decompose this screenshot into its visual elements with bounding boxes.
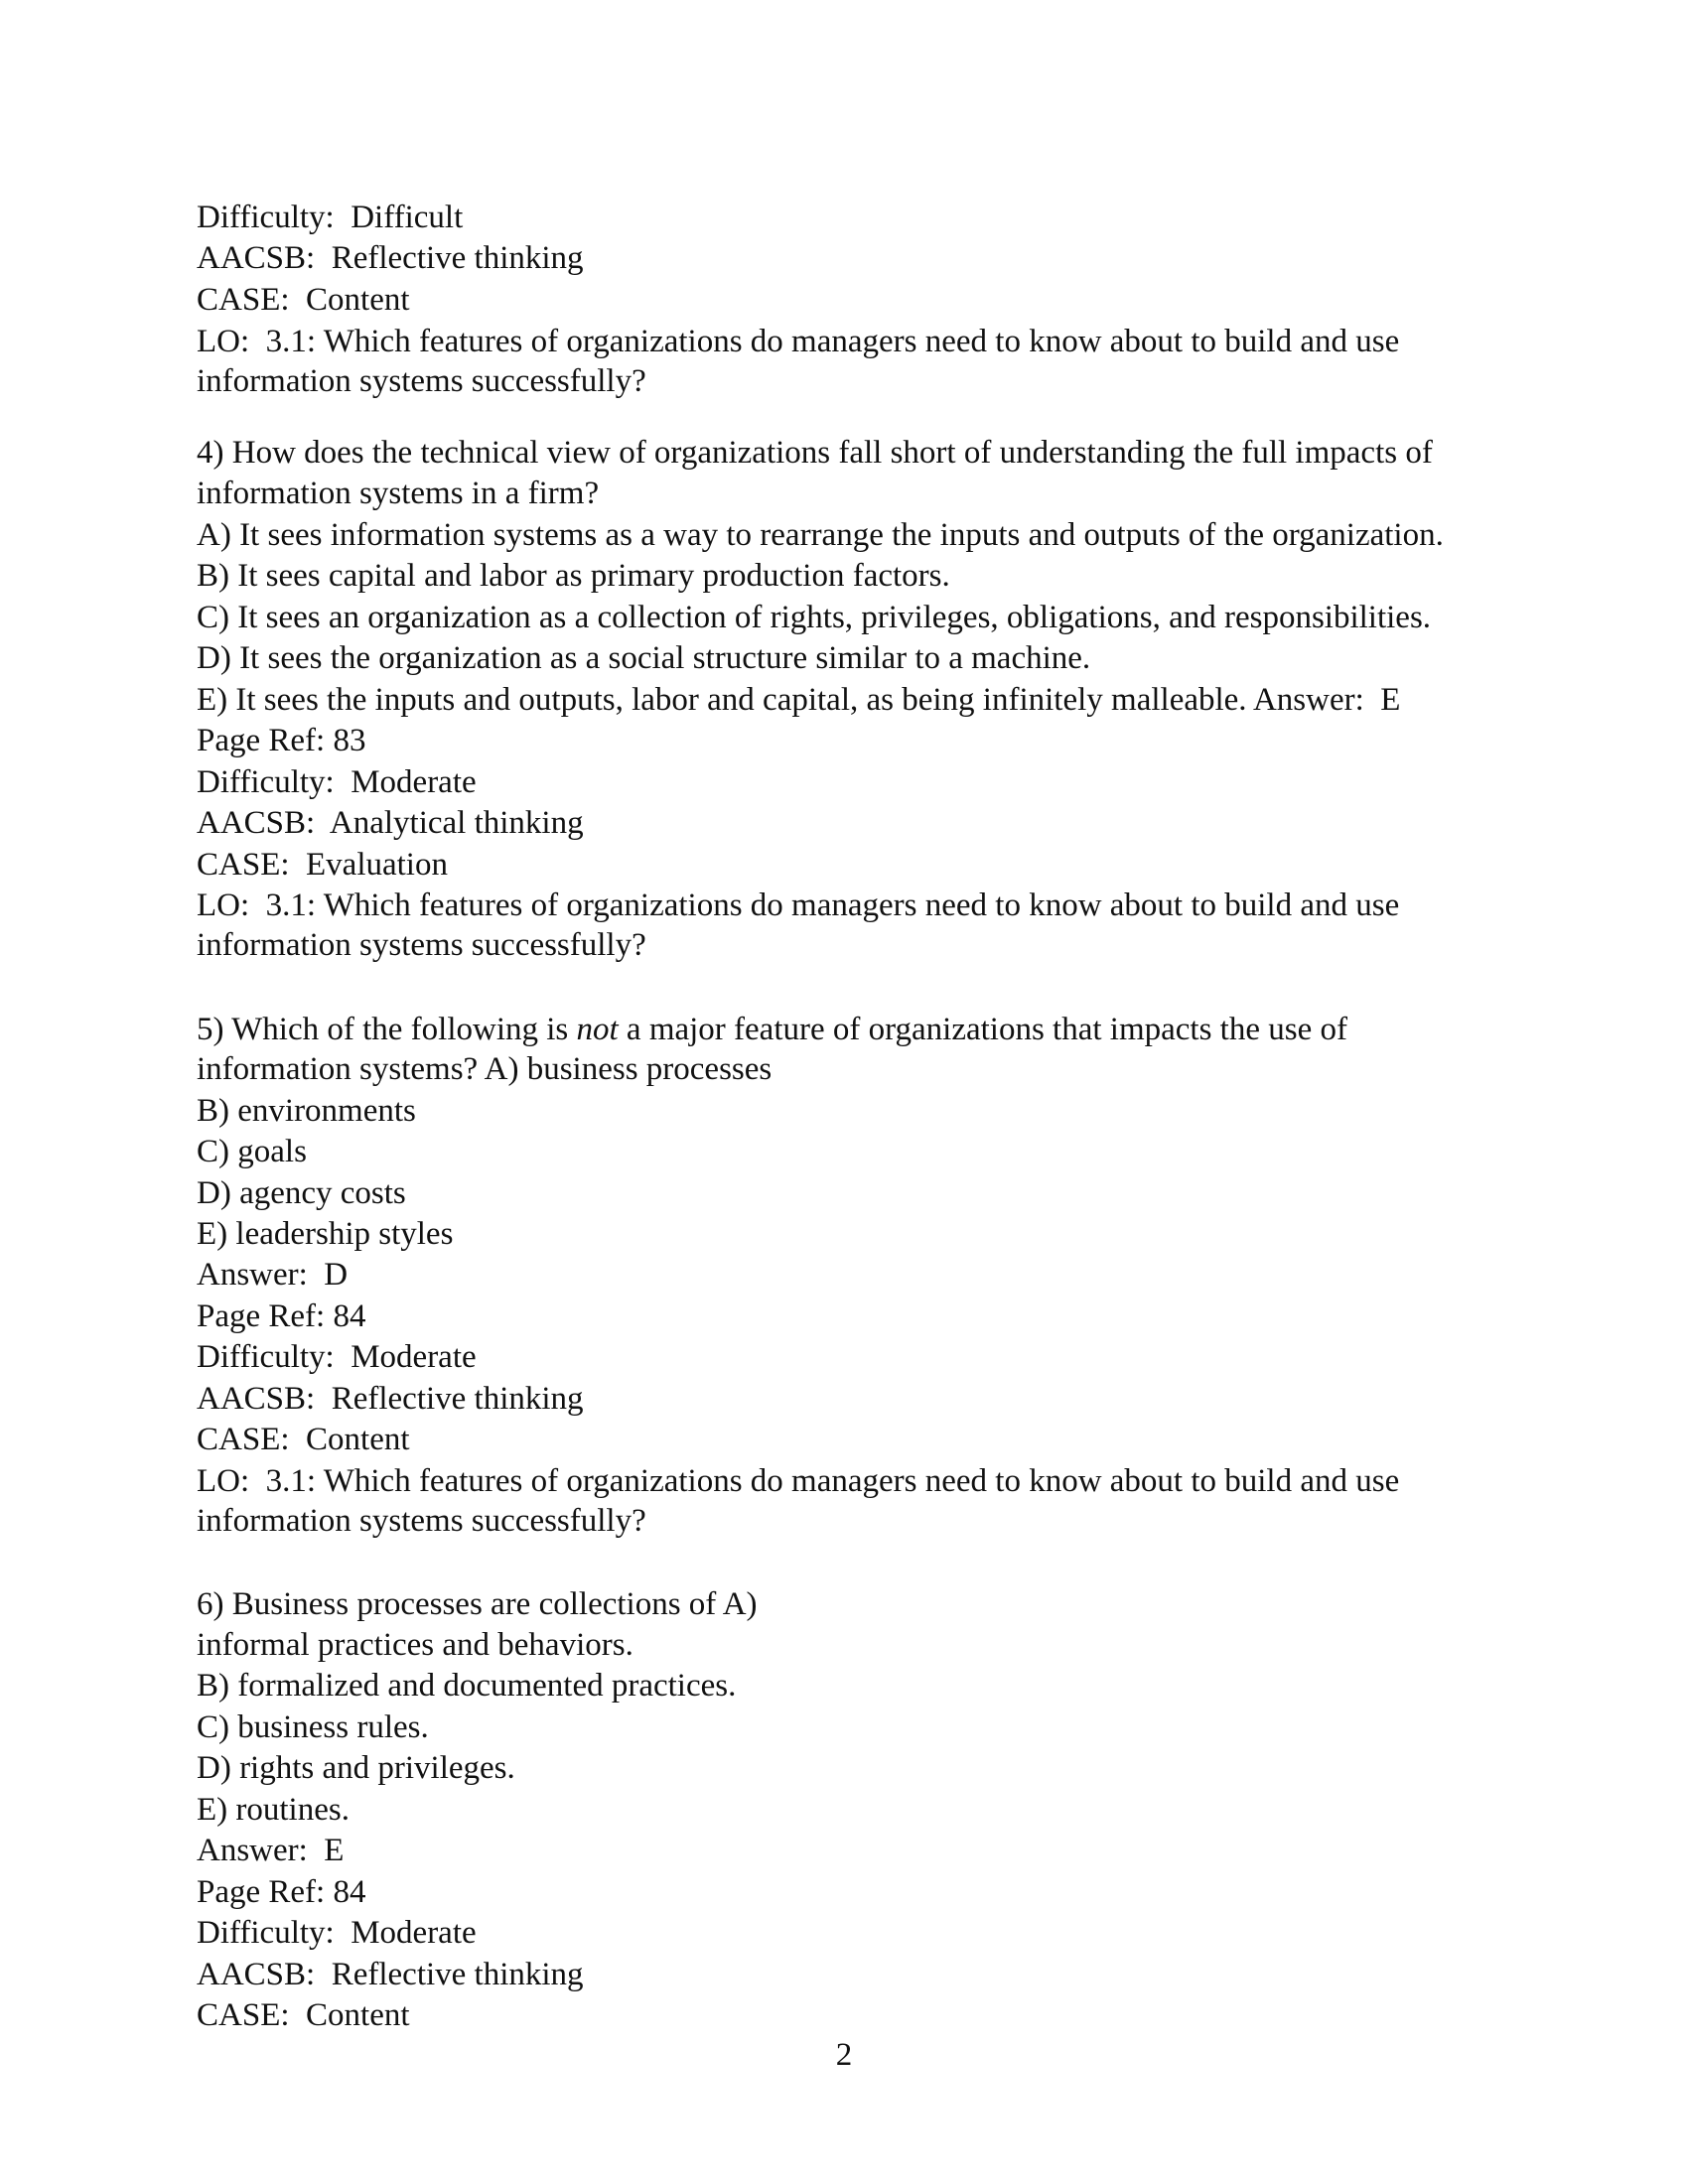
question-5-text-end: a major feature of organizations that impacts the use of xyxy=(618,1012,1347,1047)
question-5-text-start: 5) Which of the following is xyxy=(197,1012,577,1047)
question-4-lo-continued: information systems successfully? xyxy=(197,927,646,963)
question-6-aacsb: AACSB: Reflective thinking xyxy=(197,1957,584,1992)
question-6-text-continued: informal practices and behaviors. xyxy=(197,1627,633,1663)
question-5-aacsb: AACSB: Reflective thinking xyxy=(197,1381,584,1417)
question-4-option-c: C) It sees an organization as a collection of rights, privileges, obligations, and responsibilities. xyxy=(197,600,1432,635)
question-4-option-d: D) It sees the organization as a social structure similar to a machine. xyxy=(197,640,1091,676)
question-5-option-b: B) environments xyxy=(197,1093,416,1129)
question-5-text xyxy=(197,1010,1347,1049)
question-5-difficulty: Difficulty: Moderate xyxy=(197,1339,477,1375)
question-5-lo-continued: information systems successfully? xyxy=(197,1503,646,1539)
difficulty-line: Difficulty: Difficult xyxy=(197,200,464,235)
question-4-page-ref: Page Ref: 83 xyxy=(197,723,366,758)
question-4-option-a: A) It sees information systems as a way to rearrange the inputs and outputs of the organization. xyxy=(197,517,1444,553)
question-5-option-e: E) leadership styles xyxy=(197,1216,454,1252)
case-line: CASE: Content xyxy=(197,282,410,318)
question-6-option-c: C) business rules. xyxy=(197,1709,429,1745)
question-5-emphasis: not xyxy=(576,1012,619,1047)
question-5-option-c: C) goals xyxy=(197,1134,307,1169)
question-4-aacsb: AACSB: Analytical thinking xyxy=(197,805,584,841)
question-4-case: CASE: Evaluation xyxy=(197,847,448,883)
question-5-lo: LO: 3.1: Which features of organizations do managers need to know about to build and use xyxy=(197,1463,1400,1499)
question-5-answer: Answer: D xyxy=(197,1257,349,1293)
question-6-option-d: D) rights and privileges. xyxy=(197,1750,515,1786)
question-5-option-d: D) agency costs xyxy=(197,1175,406,1211)
question-4-difficulty: Difficulty: Moderate xyxy=(197,764,477,800)
question-6-option-b: B) formalized and documented practices. xyxy=(197,1668,737,1704)
question-5-text-continued: information systems? A) business processes xyxy=(197,1051,773,1087)
question-4-option-e: E) It sees the inputs and outputs, labor and capital, as being infinitely malleable. Answer: E xyxy=(197,682,1401,718)
question-4-text: 4) How does the technical view of organizations fall short of understanding the full impacts of xyxy=(197,435,1433,471)
question-4-option-b: B) It sees capital and labor as primary production factors. xyxy=(197,558,950,594)
page-number: 2 xyxy=(835,2037,853,2073)
question-5-page-ref: Page Ref: 84 xyxy=(197,1298,366,1334)
question-6-option-e: E) routines. xyxy=(197,1792,350,1828)
question-6-page-ref: Page Ref: 84 xyxy=(197,1874,366,1910)
aacsb-line: AACSB: Reflective thinking xyxy=(197,240,584,276)
lo-line-continued: information systems successfully? xyxy=(197,363,646,399)
question-6-case: CASE: Content xyxy=(197,1997,410,2033)
question-4-lo: LO: 3.1: Which features of organizations do managers need to know about to build and use xyxy=(197,887,1400,923)
question-6-text: 6) Business processes are collections of A) xyxy=(197,1586,758,1622)
question-6-answer: Answer: E xyxy=(197,1833,345,1868)
question-4-text-continued: information systems in a firm? xyxy=(197,476,600,511)
lo-line: LO: 3.1: Which features of organizations do managers need to know about to build and use xyxy=(197,324,1400,359)
question-6-difficulty: Difficulty: Moderate xyxy=(197,1915,477,1951)
question-5-case: CASE: Content xyxy=(197,1422,410,1457)
